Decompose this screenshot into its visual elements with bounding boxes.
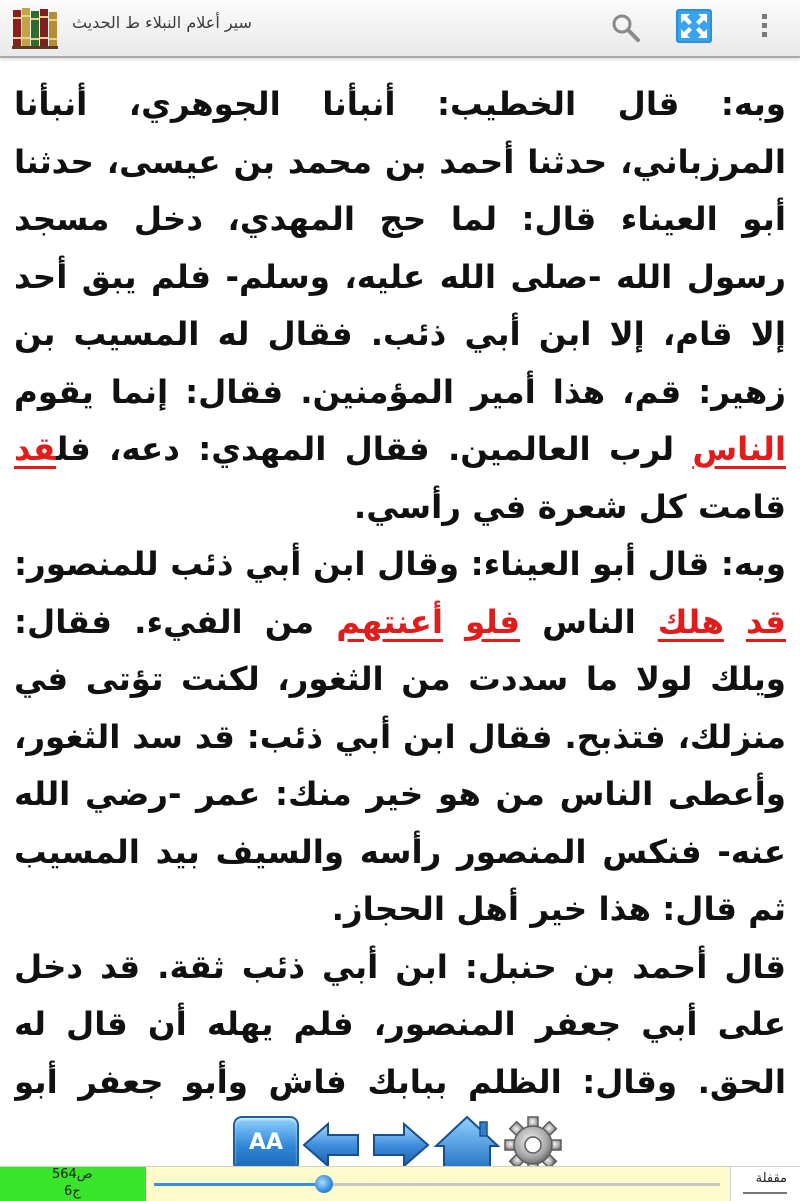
app-bar xyxy=(0,0,800,58)
text-segment: وبه: قال الخطيب: أنبأنا الجوهري، أنبأنا المرزباني، حدثنا أحمد بن محمد بن عيسى، حدثنا أبو العيناء قال: لما حج المهدي، دخل مسجد رسول الله -صلى الله عليه، وسلم- فلم يبق أحد إلا قام، إلا ابن أبي ذئب. فقال له المسيب بن زهير: قم، هذا أمير المؤمنين. فقال: إنما يقوم xyxy=(14,85,786,411)
arrow-left-icon xyxy=(302,1120,360,1170)
home-button[interactable] xyxy=(434,1114,500,1174)
page-number: ص564 xyxy=(52,1167,93,1182)
text-segment: قال أحمد بن حنبل: ابن أبي ذئب ثقة. قد دخل على أبي جعفر المنصور، فلم يهله أن قال له الحق. وقال: الظلم ببابك فاش وأبو جعفر أبو xyxy=(14,947,786,1101)
page-slider[interactable] xyxy=(146,1167,730,1201)
text-segment: من الفيء. فقال: ويلك لولا ما سددت من الثغور، لكنت تؤتى في منزلك، فتذبح. فقال ابن أبي ذئب: قد سد الثغور، وأعطى الناس من هو خير منك: عمر -رضي الله عنه- فنكس المنصور رأسه والسيف بيد المسيب ثم قال: هذا خير أهل الحجاز. xyxy=(14,602,786,928)
lock-underline xyxy=(743,1192,787,1194)
status-bar xyxy=(0,1166,800,1201)
next-page-button[interactable] xyxy=(372,1120,430,1170)
font-size-icon: AA xyxy=(248,1130,284,1155)
text-segment: الناس xyxy=(520,602,658,641)
search-highlight: قد xyxy=(14,430,57,468)
text-paragraph xyxy=(14,939,786,1117)
text-segment xyxy=(724,603,746,641)
text-segment: لرب العالمين. فقال المهدي: دعه، فل xyxy=(56,430,693,468)
search-highlight: أعنتهم xyxy=(336,602,444,641)
books-icon xyxy=(12,5,58,49)
lock-label: مقفلة xyxy=(755,1171,787,1186)
app-title: سير أعلام النبلاء ط الحديث xyxy=(72,13,252,32)
search-highlight: الناس xyxy=(692,430,786,468)
home-icon xyxy=(434,1114,500,1174)
text-segment: وبه: قال أبو العيناء: وقال ابن أبي ذئب للمنصور: xyxy=(14,545,786,583)
bottom-toolbar xyxy=(0,1112,800,1174)
page-indicator xyxy=(0,1167,146,1201)
volume-number: ج6 xyxy=(64,1184,81,1199)
slider-track[interactable] xyxy=(154,1183,720,1186)
search-icon xyxy=(610,12,642,44)
text-segment: قامت كل شعرة في رأسي. xyxy=(353,487,786,526)
text-segment xyxy=(443,603,465,641)
overflow-menu-icon xyxy=(762,14,768,41)
search-highlight: فلو xyxy=(465,602,521,641)
font-size-button[interactable] xyxy=(233,1116,299,1172)
slider-thumb[interactable] xyxy=(315,1175,333,1193)
arrow-right-icon xyxy=(372,1120,430,1170)
search-highlight: هلك xyxy=(657,602,724,641)
slider-fill xyxy=(154,1183,324,1186)
book-text xyxy=(14,76,786,1116)
lock-toggle[interactable] xyxy=(730,1167,800,1201)
previous-page-button[interactable] xyxy=(302,1120,360,1170)
overflow-menu-button[interactable] xyxy=(752,10,778,44)
fullscreen-button[interactable] xyxy=(676,9,712,43)
search-highlight: قد xyxy=(745,602,786,641)
search-button[interactable] xyxy=(610,12,642,44)
expand-icon xyxy=(676,9,712,43)
text-paragraph xyxy=(14,76,786,536)
text-paragraph xyxy=(14,536,786,939)
